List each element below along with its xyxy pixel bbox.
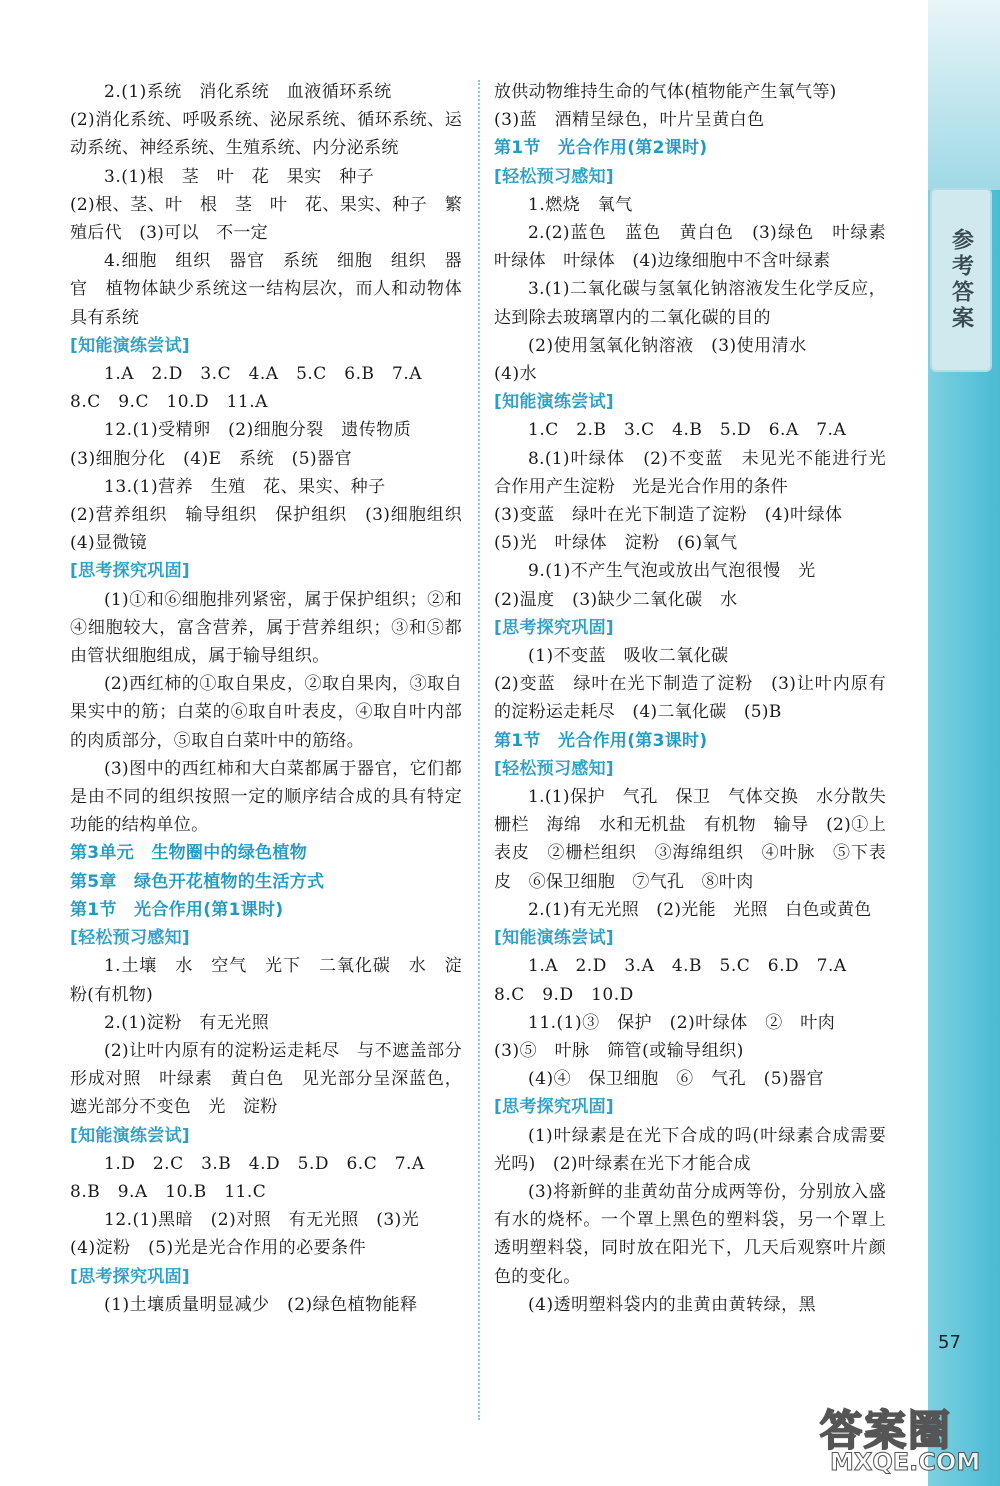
watermark-url: MXQE.COM xyxy=(830,1448,981,1476)
section-heading: [轻松预习感知] xyxy=(494,758,614,779)
section-heading: [思考探究巩固] xyxy=(70,561,190,582)
chapter-heading: 第5章 绿色开花植物的生活方式 xyxy=(70,871,325,892)
answer-line: (3)将新鲜的韭黄幼苗分成两等份，分别放入盛有水的烧杯。一个罩上黑色的塑料袋，另一个罩上透明塑料袋，同时放在阳光下，几天后观察叶片颜色的变化。 xyxy=(494,1181,886,1287)
answer-line: (4)淀粉 (5)光是光合作用的必要条件 xyxy=(70,1238,367,1259)
answer-line: (2)营养组织 输导组织 保护组织 (3)细胞组织 (4)显微镜 xyxy=(70,505,480,554)
answer-line: 1.A 2.D 3.C 4.A 5.C 6.B 7.A xyxy=(104,364,423,385)
section-heading: [知能演练尝试] xyxy=(70,335,190,356)
answer-line: 8.C 9.D 10.D xyxy=(494,984,634,1005)
answer-line: (2)西红柿的①取自果皮，②取自果肉，③取自果实中的筋；白菜的⑥取自叶表皮，④取自叶内部的肉质部分，⑤取自白菜叶中的筋络。 xyxy=(70,674,462,751)
answer-line: (1)不变蓝 吸收二氧化碳 xyxy=(528,646,729,667)
answer-line: (2)让叶内原有的淀粉运走耗尽 与不遮盖部分形成对照 叶绿素 黄白色 见光部分呈深蓝色，遮光部分不变色 光 淀粉 xyxy=(70,1040,462,1118)
left-column xyxy=(70,78,480,1319)
answer-line: 11.(1)③ 保护 (2)叶绿体 ② 叶肉 xyxy=(528,1012,836,1033)
section-heading: [知能演练尝试] xyxy=(70,1125,190,1146)
answer-line: 4.细胞 组织 器官 系统 细胞 组织 器官 植物体缺少系统这一结构层次，而人和动物体具有系统 xyxy=(70,251,462,328)
answer-line: (3)细胞分化 (4)E 系统 (5)器官 xyxy=(70,448,353,469)
page-number: 57 xyxy=(938,1332,961,1353)
answer-line: (1)土壤质量明显减少 (2)绿色植物能释 xyxy=(104,1294,418,1315)
chapter-heading: 第1节 光合作用(第1课时) xyxy=(70,899,284,920)
watermark-text: 答案圈 xyxy=(820,1406,953,1455)
section-heading: [思考探究巩固] xyxy=(494,1097,614,1118)
answer-line: (3)变蓝 绿叶在光下制造了淀粉 (4)叶绿体 xyxy=(494,505,843,526)
answer-line: (4)④ 保卫细胞 ⑥ 气孔 (5)器官 xyxy=(528,1069,825,1090)
answer-line: 1.土壤 水 空气 光下 二氧化碳 水 淀粉(有机物) xyxy=(70,956,462,1005)
answer-line: 12.(1)受精卵 (2)细胞分裂 遗传物质 xyxy=(104,420,412,441)
side-strip-top xyxy=(928,0,1000,190)
answer-line: 1.A 2.D 3.A 4.B 5.C 6.D 7.A xyxy=(528,956,847,977)
section-heading: [思考探究巩固] xyxy=(70,1266,190,1287)
answer-line: (2)根、茎、叶 根 茎 叶 花、果实、种子 繁殖后代 (3)可以 不一定 xyxy=(70,194,462,244)
section-heading: [轻松预习感知] xyxy=(70,928,190,949)
answer-line: (4)水 xyxy=(494,364,538,385)
answer-line: 8.C 9.C 10.D 11.A xyxy=(70,392,268,413)
section-heading: [知能演练尝试] xyxy=(494,928,614,949)
chapter-heading: 第1节 光合作用(第3课时) xyxy=(494,730,708,751)
answer-line: (2)变蓝 绿叶在光下制造了淀粉 (3)让叶内原有的淀粉运走耗尽 (4)二氧化碳 (5)B xyxy=(494,674,886,723)
section-heading: [轻松预习感知] xyxy=(494,166,614,187)
answer-line: (4)透明塑料袋内的韭黄由黄转绿，黑 xyxy=(528,1294,817,1315)
answer-line: 3.(1)二氧化碳与氢氧化钠溶液发生化学反应，达到除去玻璃罩内的二氧化碳的目的 xyxy=(494,279,886,328)
answer-line: 1.燃烧 氧气 xyxy=(528,194,633,215)
answer-line: 3.(1)根 茎 叶 花 果实 种子 xyxy=(104,166,375,187)
section-heading: [知能演练尝试] xyxy=(494,392,614,413)
answer-line: (2)使用氢氧化钠溶液 (3)使用清水 xyxy=(528,335,807,356)
answer-line: (2)消化系统、呼吸系统、泌尿系统、循环系统、运动系统、神经系统、生殖系统、内分泌系统 xyxy=(70,110,462,159)
answer-line: 8.B 9.A 10.B 11.C xyxy=(70,1181,267,1202)
chapter-heading: 第1节 光合作用(第2课时) xyxy=(494,138,708,159)
answer-line: 1.D 2.C 3.B 4.D 5.D 6.C 7.A xyxy=(104,1153,425,1174)
watermark-logo xyxy=(800,1398,990,1480)
column-divider xyxy=(478,80,480,1420)
answer-line: (3)⑤ 叶脉 筛管(或输导组织) xyxy=(494,1040,744,1061)
answer-line: 放供动物维持生命的气体(植物能产生氧气等) xyxy=(494,82,837,102)
chapter-heading: 第3单元 生物圈中的绿色植物 xyxy=(70,843,308,864)
answer-line: (5)光 叶绿体 淀粉 (6)氧气 xyxy=(494,533,738,554)
answer-line: 2.(1)有无光照 (2)光能 光照 白色或黄色 xyxy=(528,899,872,920)
answer-line: (1)①和⑥细胞排列紧密，属于保护组织；②和④细胞较大，富含营养，属于营养组织；③和⑤都由管状细胞组成，属于输导组织。 xyxy=(70,589,462,667)
answer-line: 2.(2)蓝色 蓝色 黄白色 (3)绿色 叶绿素 叶绿体 叶绿体 (4)边缘细胞中不含叶绿素 xyxy=(494,223,904,272)
answer-line: 2.(1)淀粉 有无光照 xyxy=(104,1012,270,1033)
answer-line: 1.(1)保护 气孔 保卫 气体交换 水分散失 栅栏 海绵 水和无机盐 有机物 输导 (2)①上表皮 ②栅栏组织 ③海绵组织 ④叶脉 ⑤下表皮 ⑥保卫细胞 ⑦气孔 ⑧叶肉 xyxy=(494,787,904,892)
section-heading: [思考探究巩固] xyxy=(494,617,614,638)
answer-line: (3)图中的西红柿和大白菜都属于器官，它们都是由不同的组织按照一定的顺序结合成的具有特定功能的结构单位。 xyxy=(70,758,462,836)
answer-line: (1)叶绿素是在光下合成的吗(叶绿素合成需要光吗) (2)叶绿素在光下才能合成 xyxy=(494,1125,886,1174)
side-tab-label: 参考答案 xyxy=(948,228,974,332)
answer-line: (2)温度 (3)缺少二氧化碳 水 xyxy=(494,589,738,610)
answer-line: 8.(1)叶绿体 (2)不变蓝 未见光不能进行光合作用产生淀粉 光是光合作用的条件 xyxy=(494,448,886,497)
answer-line: 2.(1)系统 消化系统 血液循环系统 xyxy=(104,82,392,102)
answer-line: 9.(1)不产生气泡或放出气泡很慢 光 xyxy=(528,561,816,582)
right-column xyxy=(494,78,904,1319)
answer-line: 1.C 2.B 3.C 4.B 5.D 6.A 7.A xyxy=(528,420,847,441)
answer-line: 13.(1)营养 生殖 花、果实、种子 xyxy=(104,476,386,497)
answer-line: 12.(1)黑暗 (2)对照 有无光照 (3)光 xyxy=(104,1210,420,1231)
answer-line: (3)蓝 酒精呈绿色，叶片呈黄白色 xyxy=(494,110,765,131)
reference-answer-tab xyxy=(930,188,992,372)
